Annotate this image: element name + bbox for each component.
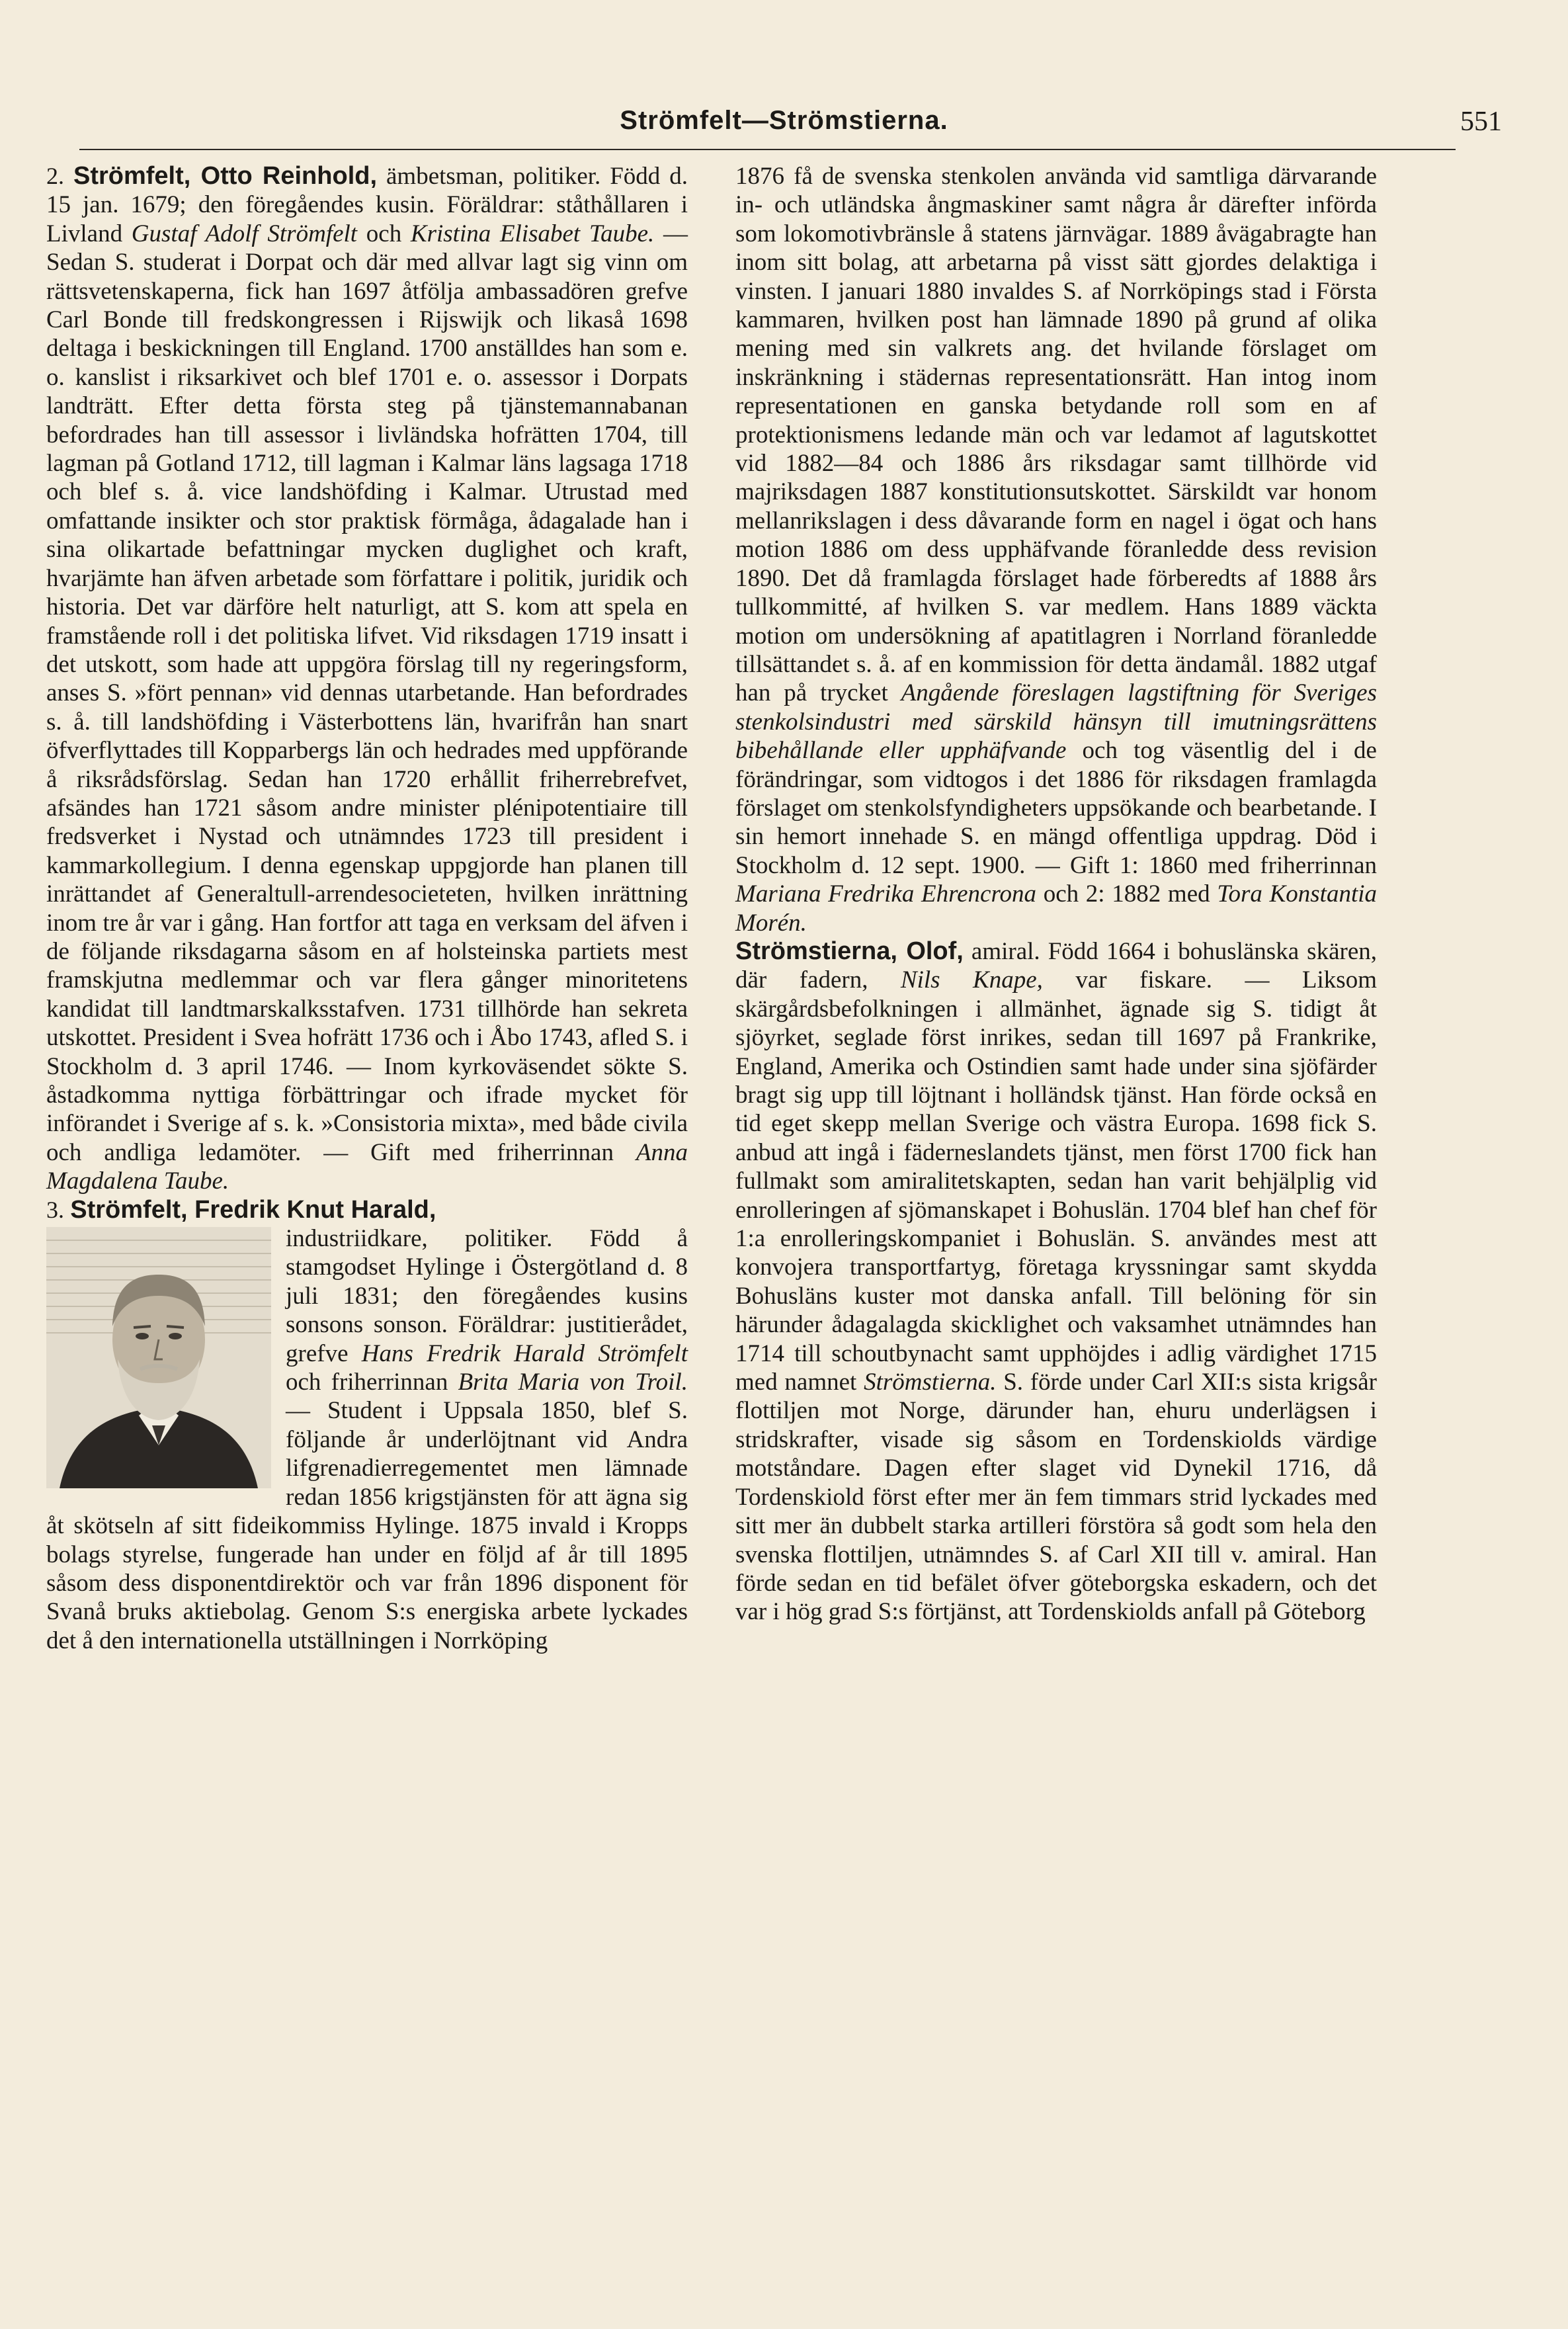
portrait-engraving	[46, 1227, 271, 1488]
italic-name: Kristina Elisabet Taube.	[410, 220, 655, 247]
italic-name: Brita Maria von Troil.	[458, 1369, 688, 1396]
italic-name: Mariana Fredrika Ehrencrona	[735, 880, 1037, 908]
italic-name: Hans Fredrik Harald Strömfelt	[361, 1339, 688, 1367]
body-text: — Student i Uppsala 1850, blef S. följande år underlöjtnant vid Andra lifgrenadierregementet men lämnade redan 1856 krigstjänsten för att ägna sig åt skötseln af sitt fideikommiss Hylinge. 1875 invald i Kropps bolags styrelse, fungerade han under en följd af år till 1895 såsom dess disponentdirektör och var från 1896 disponent för Svanå bruks aktiebolag. Genom S:s energiska arbete lyckades det å den internationella utställningen i Norrköping	[46, 1397, 688, 1654]
entry-otto-reinhold-stromfelt	[46, 162, 688, 1196]
body-text: — Sedan S. studerat i Dorpat och där med allvar lagt sig vinn om rättsvetenskaperna, fick han 1697 åtfölja ambassadören grefve Carl Bonde till fredskongressen i Rijswijk och likaså 1698 deltaga i beskickningen till England. 1700 anställdes han som e. o. kanslist i riksarkivet och blef 1701 e. o. assessor i Dorpats landträtt. Efter detta första steg på tjänstemannabanan befordrades han till assessor i livländska hofrätten 1704, till lagman på Gotland 1712, till lagman i Kalmar läns lagsaga 1718 och blef s. å. vice landshöfding i Kalmar. Utrustad med omfattande insikter och stor praktisk förmåga, ådagalade han i sina olikartade befattningar mycken duglighet och kraft, hvarjämte han äfven arbetade som författare i politik, juridik och historia. Det var därföre helt naturligt, att S. kom att spela en framstående roll i det politiska lifvet. Vid riksdagen 1719 insatt i det utskott, som hade att uppgöra förslag till ny regeringsform, anses S. »fört pennan» vid dennas utarbetande. Han befordrades s. å. till landshöfding i Västerbottens län, hvarifrån han snart öfverflyttades till Kopparbergs län och hedrades med uppförande å riksrådsförslag. Sedan han 1720 erhållit friherrebrefvet, afsändes han 1721 såsom andre minister plénipotentiaire till fredsverket i Nystad och utnämndes 1723 till president i kammarkollegium. I denna egenskap uppgjorde han planen till inrättandet af Generaltull-arrendesocieteten, hvilken inrättning inom tre år var i gång. Han fortfor att taga en verksam del äfven i de följande riksdagarna såsom en af holsteinska partiets mest framskjutna medlemmar och var flera gånger minoritetens kandidat till landtmarskalksstafven. 1731 tillhörde han sekreta utskottet. President i Svea hofrätt 1736 och i Åbo 1743, afled S. i Stockholm d. 3 april 1746. — Inom kyrkoväsendet sökte S. åstadkomma nyttiga förbättringar och ifrade mycket för införandet i Sverige af s. k. »Consistoria mixta», med både civila och andliga ledamöter. — Gift med friherrinnan	[46, 220, 688, 1166]
body-text: och 2: 1882 med	[1036, 880, 1217, 908]
entry-heading: Strömfelt, Fredrik Knut Harald,	[70, 1195, 436, 1224]
right-column	[735, 162, 1377, 1627]
entry-number: 2.	[46, 163, 64, 189]
entry-heading: Strömstierna, Olof,	[735, 937, 964, 965]
entry-fredrik-knut-harald-stromfelt-continued	[735, 162, 1377, 937]
body-text: var fiskare. — Liksom skärgårdsbefolkningen i allmänhet, ägnade sig S. tidigt åt sjöyrket, seglade först inrikes, sedan till 1697 på Frankrike, England, Amerika och Ostindien samt hade under sina sjöfärder bragt sig upp till löjtnant i holländsk tjänst. Han förde också en tid eget skepp mellan Sverige och västra Europa. 1698 fick S. anbud att ingå i fäderneslandets tjänst, men först 1700 fick han fullmakt som amiralitetskapten, sedan han varit behjälplig vid enrolleringen af sjömanskapet i Bohuslän. 1704 blef han chef för 1:a enrolleringskompaniet i Bohuslän. S. användes mest att konvojera transportfartyg, företaga kryssningar samt skydda Bohusläns kuster mot danska anfall. Till belöning för sin härunder ådagalagda skicklighet och vaksamhet utnämndes han 1714 till schoutbynacht samt upphöjdes i adlig värdighet 1715 med namnet	[735, 966, 1377, 1396]
body-text: ämbetsman, politiker. Född d. 15 jan. 1679; den föregåendes kusin. Föräldrar: ståthållaren i Livland	[46, 163, 688, 247]
page-number: 551	[1460, 106, 1502, 137]
italic-name: Gustaf Adolf Strömfelt	[131, 220, 358, 247]
body-text: industriidkare, politiker. Född å stamgodset Hylinge i Östergötland d. 8 juli 1831; den föregåendes kusins sonsons sonson. Föräldrar: justitierådet, grefve	[286, 1225, 688, 1367]
running-head-title: Strömfelt—Strömstierna.	[620, 106, 948, 135]
body-text: och	[357, 220, 411, 247]
body-text: amiral. Född 1664 i bohuslänska skären, där fadern,	[735, 937, 1377, 994]
italic-name: Nils Knape,	[900, 966, 1043, 994]
portrait-illustration	[46, 1227, 271, 1488]
entry-body	[735, 938, 1377, 1625]
entry-body	[46, 163, 688, 1195]
italic-name: Anna Magdalena Taube.	[46, 1138, 688, 1195]
entry-olof-stromstierna	[735, 937, 1377, 1627]
body-text: och friherrinnan	[286, 1369, 458, 1396]
left-column	[46, 162, 688, 1655]
header-rule	[79, 149, 1456, 150]
body-text: S. förde under Carl XII:s sista krigsår flottiljen mot Norge, därunder han, ehuru underlägsen i stridskrafter, visade sig såsom en Tordenskiolds värdige motståndare. Dagen efter slaget vid Dynekil 1716, då Tordenskiold först efter mer än fem timmars strid lyckades med sitt mer än dubbelt starka artilleri förstöra så godt som hela den svenska flottiljen, utnämndes S. af Carl XII till v. amiral. Han förde sedan en tid befälet öfver göteborgska eskadern, och det var i hög grad S:s förtjänst, att Tordenskiolds anfall på Göteborg	[735, 1369, 1377, 1626]
italic-name: Strömstierna.	[864, 1369, 997, 1396]
italic-name: Tora Konstantia Morén.	[735, 880, 1378, 937]
running-head	[40, 106, 1528, 152]
body-text: 1876 få de svenska stenkolen använda vid samtliga därvarande in- och utländska ångmaskiner samt några år därefter införda som lokomotivbränsle å statens järnvägar. 1889 åvägabragte han inom sitt bolag, att arbetarna på visst sätt gjordes delaktiga i vinsten. I januari 1880 invaldes S. af Norrköpings stad i Första kammaren, hvilken post han lämnade 1890 på grund af olika mening med sin valkrets ang. det hvilande förslaget om inskränkning i städernas representationsrätt. Han intog inom representationen en ganska betydande roll som en af protektionismens ledande män och var ledamot af lagutskottet vid 1882—84 och 1886 års riksdagar samt tillhörde vid majriksdagen 1887 konstitutionsutskottet. Särskildt var honom mellanrikslagen i dess dåvarande form en nagel i ögat och hans motion 1886 om dess upphäfvande föranledde dess revision 1890. Det då framlagda förslaget hade förberedts af 1888 års tullkommitté, af hvilken S. var medlem. Hans 1889 väckta motion om undersökning af apatitlagren i Norrland föranledde tillsättandet s. å. af en kommission för detta ändamål. 1882 utgaf han på trycket	[735, 163, 1377, 707]
entry-heading: Strömfelt, Otto Reinhold,	[73, 162, 378, 190]
entry-fredrik-knut-harald-stromfelt	[46, 1196, 688, 1656]
italic-name: Angående föreslagen lagstiftning för Sveriges stenkolsindustri med särskild hänsyn till imutningsrättens bibehållande eller upphäfvande	[735, 679, 1377, 765]
entry-body	[735, 163, 1377, 937]
body-text: och tog väsentlig del i de förändringar, som vidtogos i det 1886 för riksdagen framlagda förslaget om stenkolsfyndigheters uppsökande och bearbetande. I sin hemort innehade S. en mängd offentliga uppdrag. Död i Stockholm d. 12 sept. 1900. — Gift 1: 1860 med friherrinnan	[735, 737, 1377, 879]
entry-number: 3.	[46, 1196, 64, 1223]
